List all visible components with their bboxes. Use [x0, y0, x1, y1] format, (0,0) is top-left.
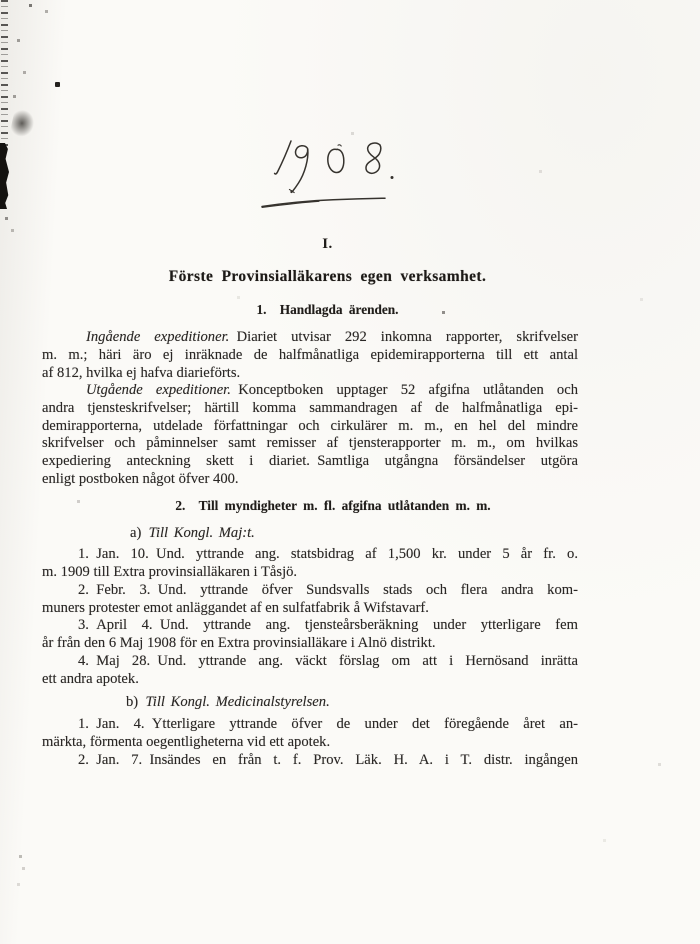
- list-item-line: 3. April 4. Und. yttrande ang. tjensteårsberäkning under ytterligare fem: [78, 617, 578, 634]
- list-item-line: 2. Febr. 3. Und. yttrande öfver Sundsvalls stads och flera andra kom-: [78, 581, 578, 598]
- scan-artifact-smudge: [9, 108, 36, 139]
- paragraph-line: enligt postboken något öfver 400.: [42, 470, 239, 487]
- subheading-prefix: a): [130, 525, 149, 541]
- list-item-line: m. 1909 till Extra provinsialläkaren i Tåsjö.: [42, 563, 298, 580]
- scan-artifact-speckles: [0, 0, 1, 1]
- subheading-name: Till Kongl. Maj:t.: [148, 525, 255, 541]
- italic-lead: Utgående expeditioner.: [86, 382, 231, 398]
- subheading-b: [126, 693, 330, 711]
- subsection-heading-1: 1. Handlagda ärenden.: [256, 302, 399, 317]
- section-numeral: I.: [322, 236, 333, 252]
- paragraph-line: skrifvelser och påminnelser samt remisser af tjensterapporter m. m., om hvilkas: [42, 435, 578, 452]
- list-item-line: 4. Maj 28. Und. yttrande ang. väckt förslag om att i Hernösand inrätta: [78, 653, 578, 670]
- paragraph-line: demirapporterna, utdelade författningar och cirkulärer m. m., en hel del mindre: [42, 417, 578, 434]
- paragraph-line: [42, 329, 578, 347]
- list-item-line: 2. Jan. 7. Insändes en från t. f. Prov. Läk. H. A. i T. distr. ingången: [78, 751, 578, 768]
- subsection-heading-2: 2. Till myndigheter m. fl. afgifna utlåtanden m. m.: [175, 498, 491, 513]
- list-item-line: år från den 6 Maj 1908 för en Extra provinsialläkare i Alnö distrikt.: [42, 635, 436, 652]
- paragraph-line: expediering anteckning skett i diariet. Samtliga utgångna försändelser utgöra: [42, 453, 578, 470]
- handwriting-icon: [253, 128, 408, 216]
- paragraph-line: m. m.; häri äro ej inräknade de halfmånatliga epidemirapporterna till ett antal: [42, 346, 578, 363]
- list-medicinalstyrelsen: [42, 716, 578, 770]
- paragraph-utgaende: [42, 382, 578, 489]
- paragraph-ingaende: [42, 329, 578, 382]
- scan-artifact-left-edge-noise: [1, 0, 8, 146]
- italic-lead: Ingående expeditioner.: [86, 329, 230, 345]
- subheading-a: [130, 524, 255, 542]
- line-text: Konceptboken upptager 52 afgifna utlåtanden och: [230, 382, 578, 398]
- paragraph-line: af 812, hvilka ej hafva diarieförts.: [42, 364, 241, 381]
- list-item-line: 1. Jan. 10. Und. yttrande ang. statsbidrag af 1,500 kr. under 5 år fr. o.: [78, 546, 578, 562]
- list-item-line: ett andra apotek.: [42, 670, 139, 687]
- paragraph-line: [42, 382, 578, 400]
- scan-artifact-ink-dot: [55, 82, 60, 87]
- subheading-prefix: b): [126, 694, 146, 710]
- handwritten-year-1908: [253, 128, 408, 221]
- list-item-line: muners protester emot anläggandet af en sulfatfabrik å Wifstavarf.: [42, 599, 429, 616]
- line-text: Diariet utvisar 292 inkomna rapporter, skrifvelser: [229, 329, 578, 345]
- list-item-line: 1. Jan. 4. Ytterligare yttrande öfver de under det föregående året an-: [78, 716, 578, 732]
- scan-artifact-left-edge-bar: [0, 143, 9, 209]
- page-title: Förste Provinsialläkarens egen verksamhet.: [168, 268, 487, 285]
- subheading-name: Till Kongl. Medicinalstyrelsen.: [145, 694, 330, 710]
- list-kongl-majt: [42, 546, 578, 689]
- paragraph-line: andra tjensteskrifvelser; härtill komma sammandragen af de halfmånatliga epi-: [42, 399, 578, 416]
- list-item-line: märkta, förmenta oegentligheterna vid ett apotek.: [42, 733, 331, 750]
